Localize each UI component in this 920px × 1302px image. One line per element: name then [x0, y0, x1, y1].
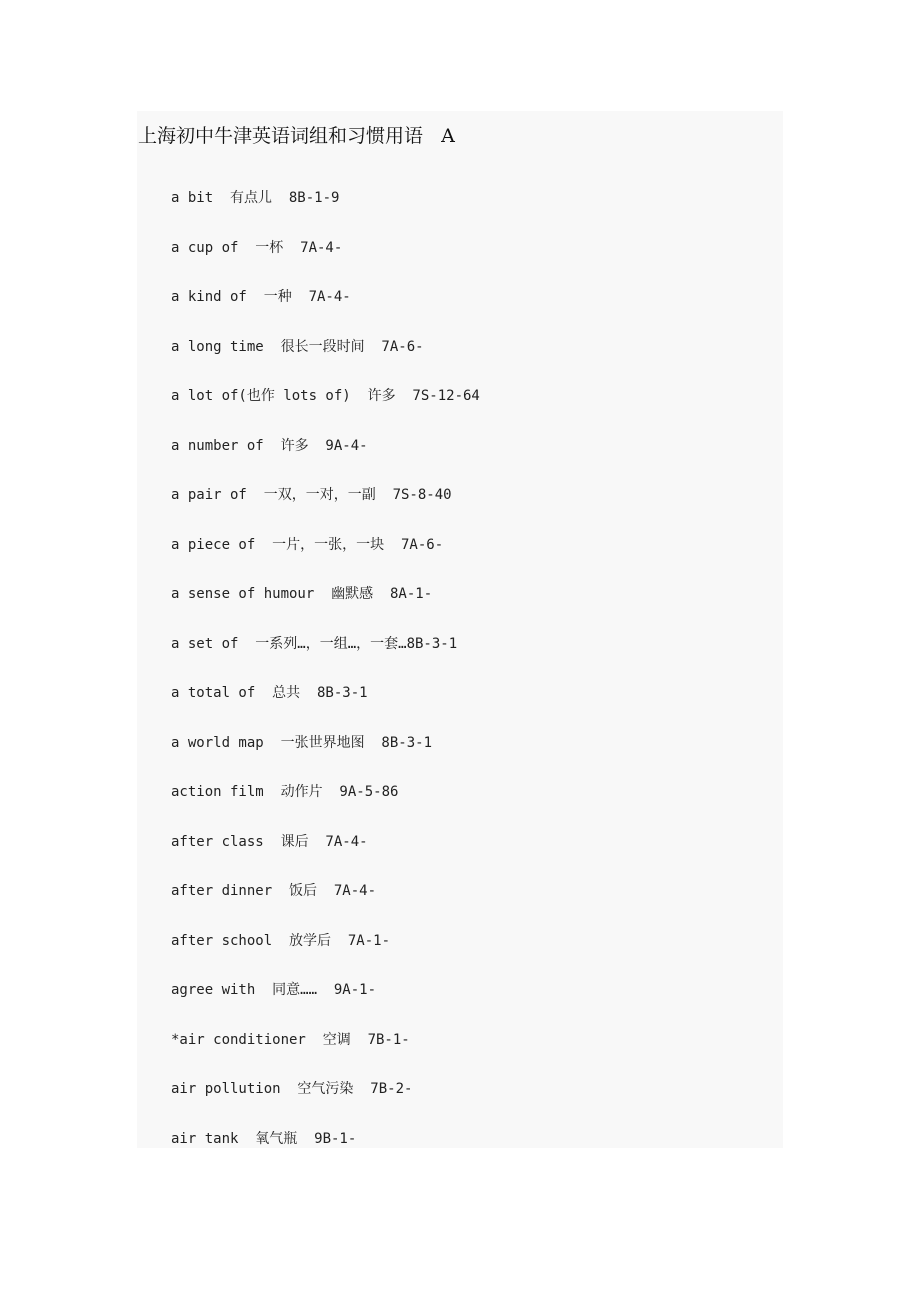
phrase-entry: after school 放学后 7A-1- — [171, 932, 391, 949]
document-page — [137, 111, 783, 1148]
phrase-entry: *air conditioner 空调 7B-1- — [171, 1031, 410, 1048]
phrase-entry: action film 动作片 9A-5-86 — [171, 784, 399, 800]
phrase-entry: a kind of 一种 7A-4- — [171, 289, 351, 305]
phrase-entry: a lot of(也作 lots of) 许多 7S-12-64 — [171, 388, 480, 404]
phrase-entry: after dinner 饭后 7A-4- — [171, 883, 377, 899]
phrase-entry: a cup of 一杯 7A-4- — [171, 239, 343, 256]
phrase-entry: after class 课后 7A-4- — [171, 833, 368, 850]
phrase-list — [171, 187, 480, 1177]
phrase-entry: a total of 总共 8B-3-1 — [171, 685, 368, 701]
phrase-entry: a pair of 一双，一对，一副 7S-8-40 — [171, 487, 452, 503]
phrase-entry: air pollution 空气污染 7B-2- — [171, 1081, 413, 1097]
phrase-entry: air tank 氧气瓶 9B-1- — [171, 1130, 357, 1147]
phrase-entry: a long time 很长一段时间 7A-6- — [171, 338, 424, 355]
phrase-entry: agree with 同意…… 9A-1- — [171, 982, 377, 998]
phrase-entry: a world map 一张世界地图 8B-3-1 — [171, 734, 433, 751]
page-title: 上海初中牛津英语词组和习惯用语 A — [138, 125, 455, 147]
phrase-entry: a number of 许多 9A-4- — [171, 437, 368, 454]
phrase-entry: a piece of 一片，一张，一块 7A-6- — [171, 536, 444, 553]
phrase-entry: a bit 有点儿 8B-1-9 — [171, 190, 340, 206]
phrase-entry: a sense of humour 幽默感 8A-1- — [171, 586, 433, 602]
phrase-entry: a set of 一系列…，一组…，一套…8B-3-1 — [171, 635, 458, 652]
